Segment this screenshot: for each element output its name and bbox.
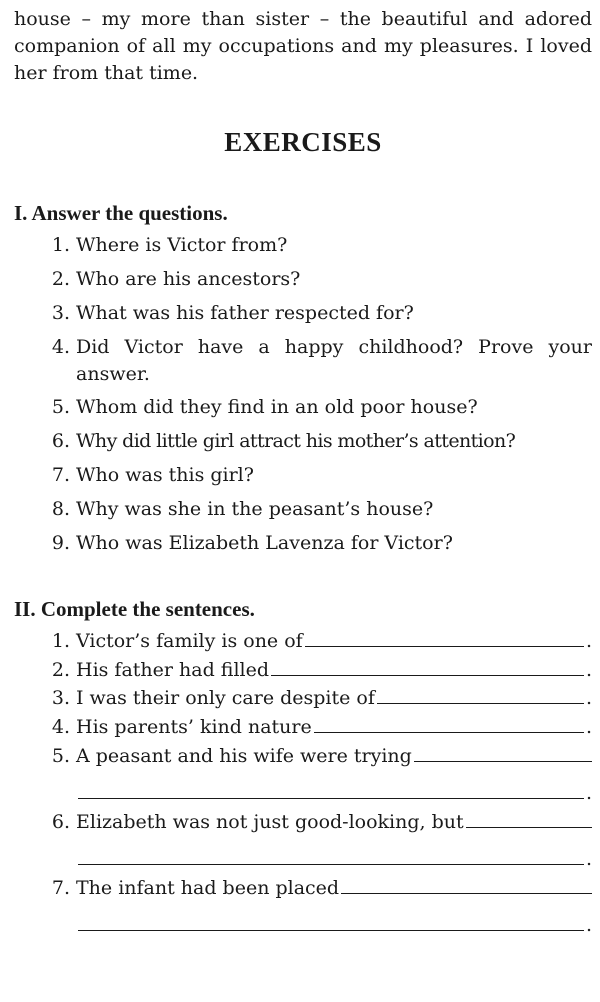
section-answer-questions bbox=[14, 199, 592, 557]
document-page bbox=[14, 6, 592, 941]
item-number: 8. bbox=[51, 497, 70, 520]
sentence-item bbox=[14, 714, 592, 741]
question-text: Who was Elizabeth Lavenza for Victor? bbox=[76, 531, 453, 554]
exercises-heading: EXERCISES bbox=[224, 126, 382, 157]
item-number: 3. bbox=[51, 687, 70, 710]
question-item bbox=[14, 266, 592, 293]
sentence-item bbox=[14, 875, 592, 902]
item-number: 7. bbox=[51, 877, 70, 900]
sentence-continuation bbox=[76, 846, 592, 873]
answer-blank[interactable] bbox=[78, 780, 584, 799]
answer-blank[interactable] bbox=[271, 657, 584, 676]
sentence-text: The infant had been placed bbox=[76, 877, 340, 900]
sentence-item bbox=[14, 628, 592, 655]
item-number: 3. bbox=[51, 301, 70, 324]
question-text: Why did little girl attract his mother’s attention? bbox=[76, 429, 516, 452]
question-item bbox=[14, 462, 592, 489]
item-number: 5. bbox=[51, 395, 70, 418]
sentence-text: His parents’ kind nature bbox=[76, 716, 312, 739]
answer-blank[interactable] bbox=[466, 809, 592, 828]
sentence-period: . bbox=[585, 914, 592, 937]
item-number: 4. bbox=[51, 716, 70, 739]
item-number: 7. bbox=[51, 463, 70, 486]
item-number: 6. bbox=[51, 811, 70, 834]
question-item bbox=[14, 428, 592, 455]
sentence-item bbox=[14, 743, 592, 770]
question-item bbox=[14, 300, 592, 327]
sentence-item bbox=[14, 657, 592, 684]
answer-blank[interactable] bbox=[314, 714, 584, 733]
item-number: 1. bbox=[51, 234, 70, 257]
sentence-text: I was their only care despite of bbox=[76, 687, 375, 710]
question-text: What was his father respected for? bbox=[76, 301, 414, 324]
sentence-period: . bbox=[585, 782, 592, 805]
answer-blank[interactable] bbox=[377, 685, 584, 704]
item-number: 9. bbox=[51, 531, 70, 554]
sentence-continuation bbox=[76, 912, 592, 939]
question-item bbox=[14, 530, 592, 557]
item-number: 6. bbox=[51, 429, 70, 452]
sentence-period: . bbox=[585, 848, 592, 871]
answer-blank[interactable] bbox=[305, 628, 584, 647]
item-number: 1. bbox=[51, 629, 70, 652]
question-text: Who was this girl? bbox=[76, 463, 254, 486]
sentence-text: Elizabeth was not just good-looking, but bbox=[76, 811, 464, 834]
section-complete-sentences bbox=[14, 595, 592, 940]
question-text: Who are his ancestors? bbox=[76, 268, 301, 291]
sentence-period: . bbox=[585, 687, 592, 710]
item-number: 2. bbox=[51, 268, 70, 291]
sentence-text: A peasant and his wife were trying bbox=[76, 745, 412, 768]
sentence-text: Victor’s family is one of bbox=[76, 629, 303, 652]
answer-blank[interactable] bbox=[341, 875, 592, 894]
answer-blank[interactable] bbox=[414, 743, 592, 762]
questions-list bbox=[14, 232, 592, 557]
section-title: I. Answer the questions. bbox=[14, 201, 228, 226]
item-number: 4. bbox=[51, 335, 70, 358]
sentence-continuation bbox=[76, 780, 592, 807]
section-title: II. Complete the sentences. bbox=[14, 596, 255, 621]
answer-blank[interactable] bbox=[78, 846, 584, 865]
question-item bbox=[14, 334, 592, 388]
intro-paragraph: house – my more than sister – the beautiful and adored companion of all my occupations and my pleasures. I loved her from that time. bbox=[14, 8, 592, 84]
sentence-text: His father had filled bbox=[76, 658, 270, 681]
sentence-item bbox=[14, 809, 592, 836]
sentence-item bbox=[14, 685, 592, 712]
item-number: 2. bbox=[51, 658, 70, 681]
answer-blank[interactable] bbox=[78, 912, 584, 931]
question-item bbox=[14, 496, 592, 523]
question-text: Did Victor have a happy childhood? Prove your answer. bbox=[76, 335, 592, 385]
question-item bbox=[14, 232, 592, 259]
sentence-period: . bbox=[585, 629, 592, 652]
question-text: Why was she in the peasant’s house? bbox=[76, 497, 434, 520]
question-text: Where is Victor from? bbox=[76, 234, 288, 257]
question-item bbox=[14, 394, 592, 421]
sentence-period: . bbox=[585, 716, 592, 739]
item-number: 5. bbox=[51, 745, 70, 768]
sentences-list bbox=[14, 628, 592, 940]
question-text: Whom did they find in an old poor house? bbox=[76, 395, 478, 418]
sentence-period: . bbox=[585, 658, 592, 681]
